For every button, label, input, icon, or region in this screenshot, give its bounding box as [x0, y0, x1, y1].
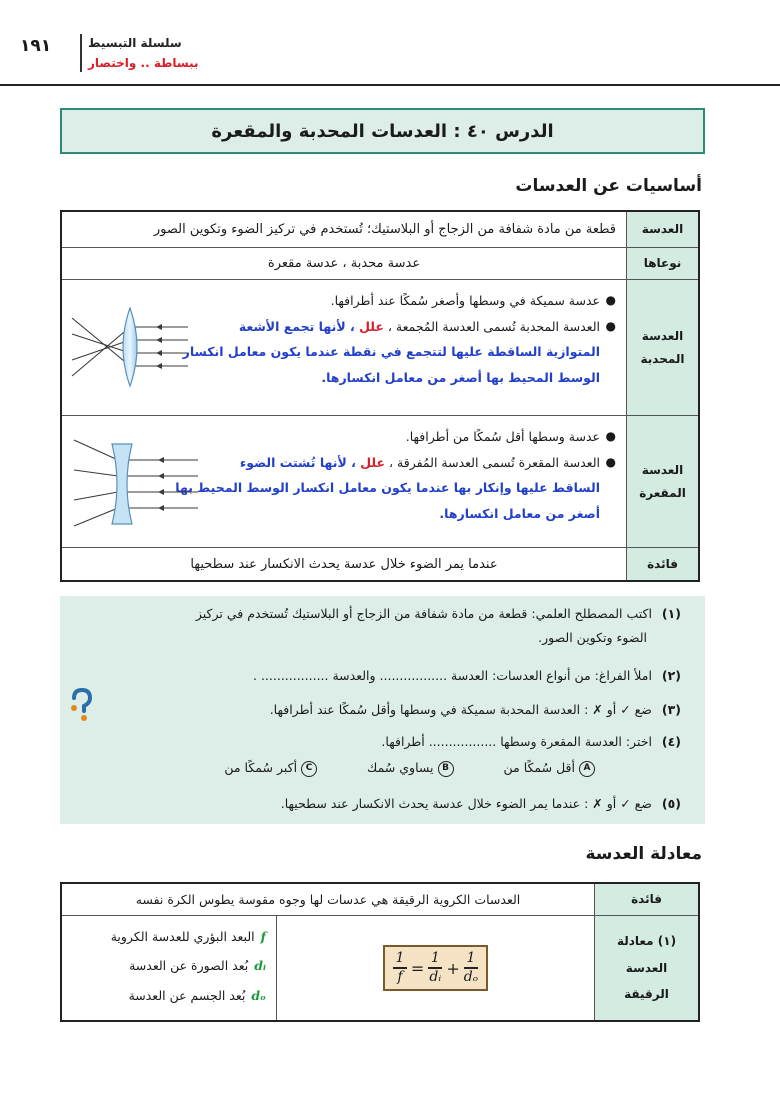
table-row [62, 248, 698, 280]
table-row [62, 212, 698, 248]
concave-lens-diagram [68, 434, 208, 530]
convex-lens-diagram [68, 302, 208, 392]
lesson-title-box [60, 108, 705, 154]
list-item: ● العدسة المحدبة تُسمى العدسة المُجمعة ، علل ، لأنها تجمع الأشعة [238, 318, 616, 334]
row-text: عندما يمر الضوء خلال عدسة يحدث الانكسار عند سطحيها [190, 556, 498, 572]
formula-cell [276, 916, 594, 1020]
lens-equation-table [60, 882, 700, 1022]
concave-lens-row [62, 416, 698, 548]
question-5: (٥)ضع ✓ أو ✗ : عندما يمر الضوء خلال عدسة يحدث الانكسار عند سطحيها. [280, 796, 681, 811]
page-header [20, 30, 199, 78]
row-label: فائدة [626, 548, 698, 580]
lens-basics-table [60, 210, 700, 582]
header-divider [0, 84, 780, 86]
table-row [62, 884, 698, 916]
series-title: سلسلة التبسيط [88, 36, 182, 50]
row-text: قطعة من مادة شفافة من الزجاج أو البلاستيك؛ تُستخدم في تركيز الضوء وتكوين الصور [153, 222, 616, 237]
list-item: fالبعد البؤري للعدسة الكروية [110, 929, 266, 944]
section-title-equation: معادلة العدسة [585, 844, 702, 864]
question-1: (١)اكتب المصطلح العلمي: قطعة من مادة شفافة من الزجاج أو البلاستيك تُستخدم في تركيز الضوء وتكوين الصور. [195, 606, 681, 645]
row-text: عدسة محدبة ، عدسة مقعرة [267, 256, 421, 271]
choice-a[interactable]: Aأقل سُمكًا من [504, 760, 595, 777]
header-separator [80, 34, 82, 72]
list-item: الساقط عليها وإنكار بها عندما يكون معامل انكسار الوسط المحيط بها [175, 480, 600, 496]
question-4: (٤)اختر: العدسة المقعرة وسطها ................. أطرافها. [381, 734, 681, 749]
section-title-basics: أساسيات عن العدسات [515, 176, 702, 196]
question-2: (٢)املأ الفراغ: من أنواع العدسات: العدسة ................. والعدسة ................. . [253, 668, 681, 683]
convex-lens-row [62, 280, 698, 416]
row-label: العدسة المحدبة [626, 280, 698, 415]
row-label: العدسة [626, 212, 698, 247]
question-3: (٣)ضع ✓ أو ✗ : العدسة المحدبة سميكة في وسطها وأقل سُمكًا عند أطرافها. [269, 702, 681, 717]
list-item: الوسط المحيط بها أصغر من معامل انكسارها. [321, 369, 600, 385]
row-label: نوعاها [626, 248, 698, 279]
thin-lens-formula: $\frac{1}{f}$ = $\frac{1}{\text{dᵢ}}$ + $\frac{1}{\text{dₒ}}$ [383, 945, 488, 991]
concave-description [62, 416, 626, 547]
convex-description [62, 280, 626, 415]
lesson-title: الدرس ٤٠ : العدسات المحدبة والمقعرة [211, 120, 554, 142]
row-label: العدسة المقعرة [626, 416, 698, 547]
list-item: dₒبُعد الجسم عن العدسة [128, 987, 266, 1003]
row-label: فائدة [594, 884, 698, 915]
choice-b[interactable]: Bيساوي سُمك [367, 760, 453, 777]
list-item: المتوازية الساقطة عليها لتتجمع في نقطة عندما يكون معامل انكسار [182, 344, 600, 360]
symbol-definitions [62, 916, 276, 1020]
list-item: dᵢبُعد الصورة عن العدسة [129, 958, 266, 974]
list-item: ● عدسة سميكة في وسطها وأصغر سُمكًا عند أطرافها. [330, 293, 616, 308]
list-item: أصغر من معامل انكسارها. [439, 505, 600, 521]
list-item: ● العدسة المقعرة تُسمى العدسة المُفرقة ، علل ، لأنها تُشتت الضوء [239, 454, 616, 470]
row-label: (١) معادلة العدسة الرقيقة [594, 916, 698, 1020]
table-row [62, 548, 698, 580]
list-item: ● عدسة وسطها أقل سُمكًا من أطرافها. [405, 429, 616, 444]
question-4-choices [224, 760, 595, 777]
choice-c[interactable]: Cأكبر سُمكًا من [224, 760, 317, 777]
question-mark-icon [68, 688, 96, 724]
page-number: ١٩١ [20, 36, 52, 56]
row-text: العدسات الكروية الرقيقة هي عدسات لها وجوه مقوسة يطوس الكرة نفسه [135, 892, 521, 907]
questions-box [60, 596, 705, 824]
reason-keyword: علل [359, 318, 384, 334]
reason-keyword: علل [360, 454, 386, 470]
series-subtitle: ببساطة .. واختصار [88, 56, 199, 70]
table-row [62, 916, 698, 1020]
